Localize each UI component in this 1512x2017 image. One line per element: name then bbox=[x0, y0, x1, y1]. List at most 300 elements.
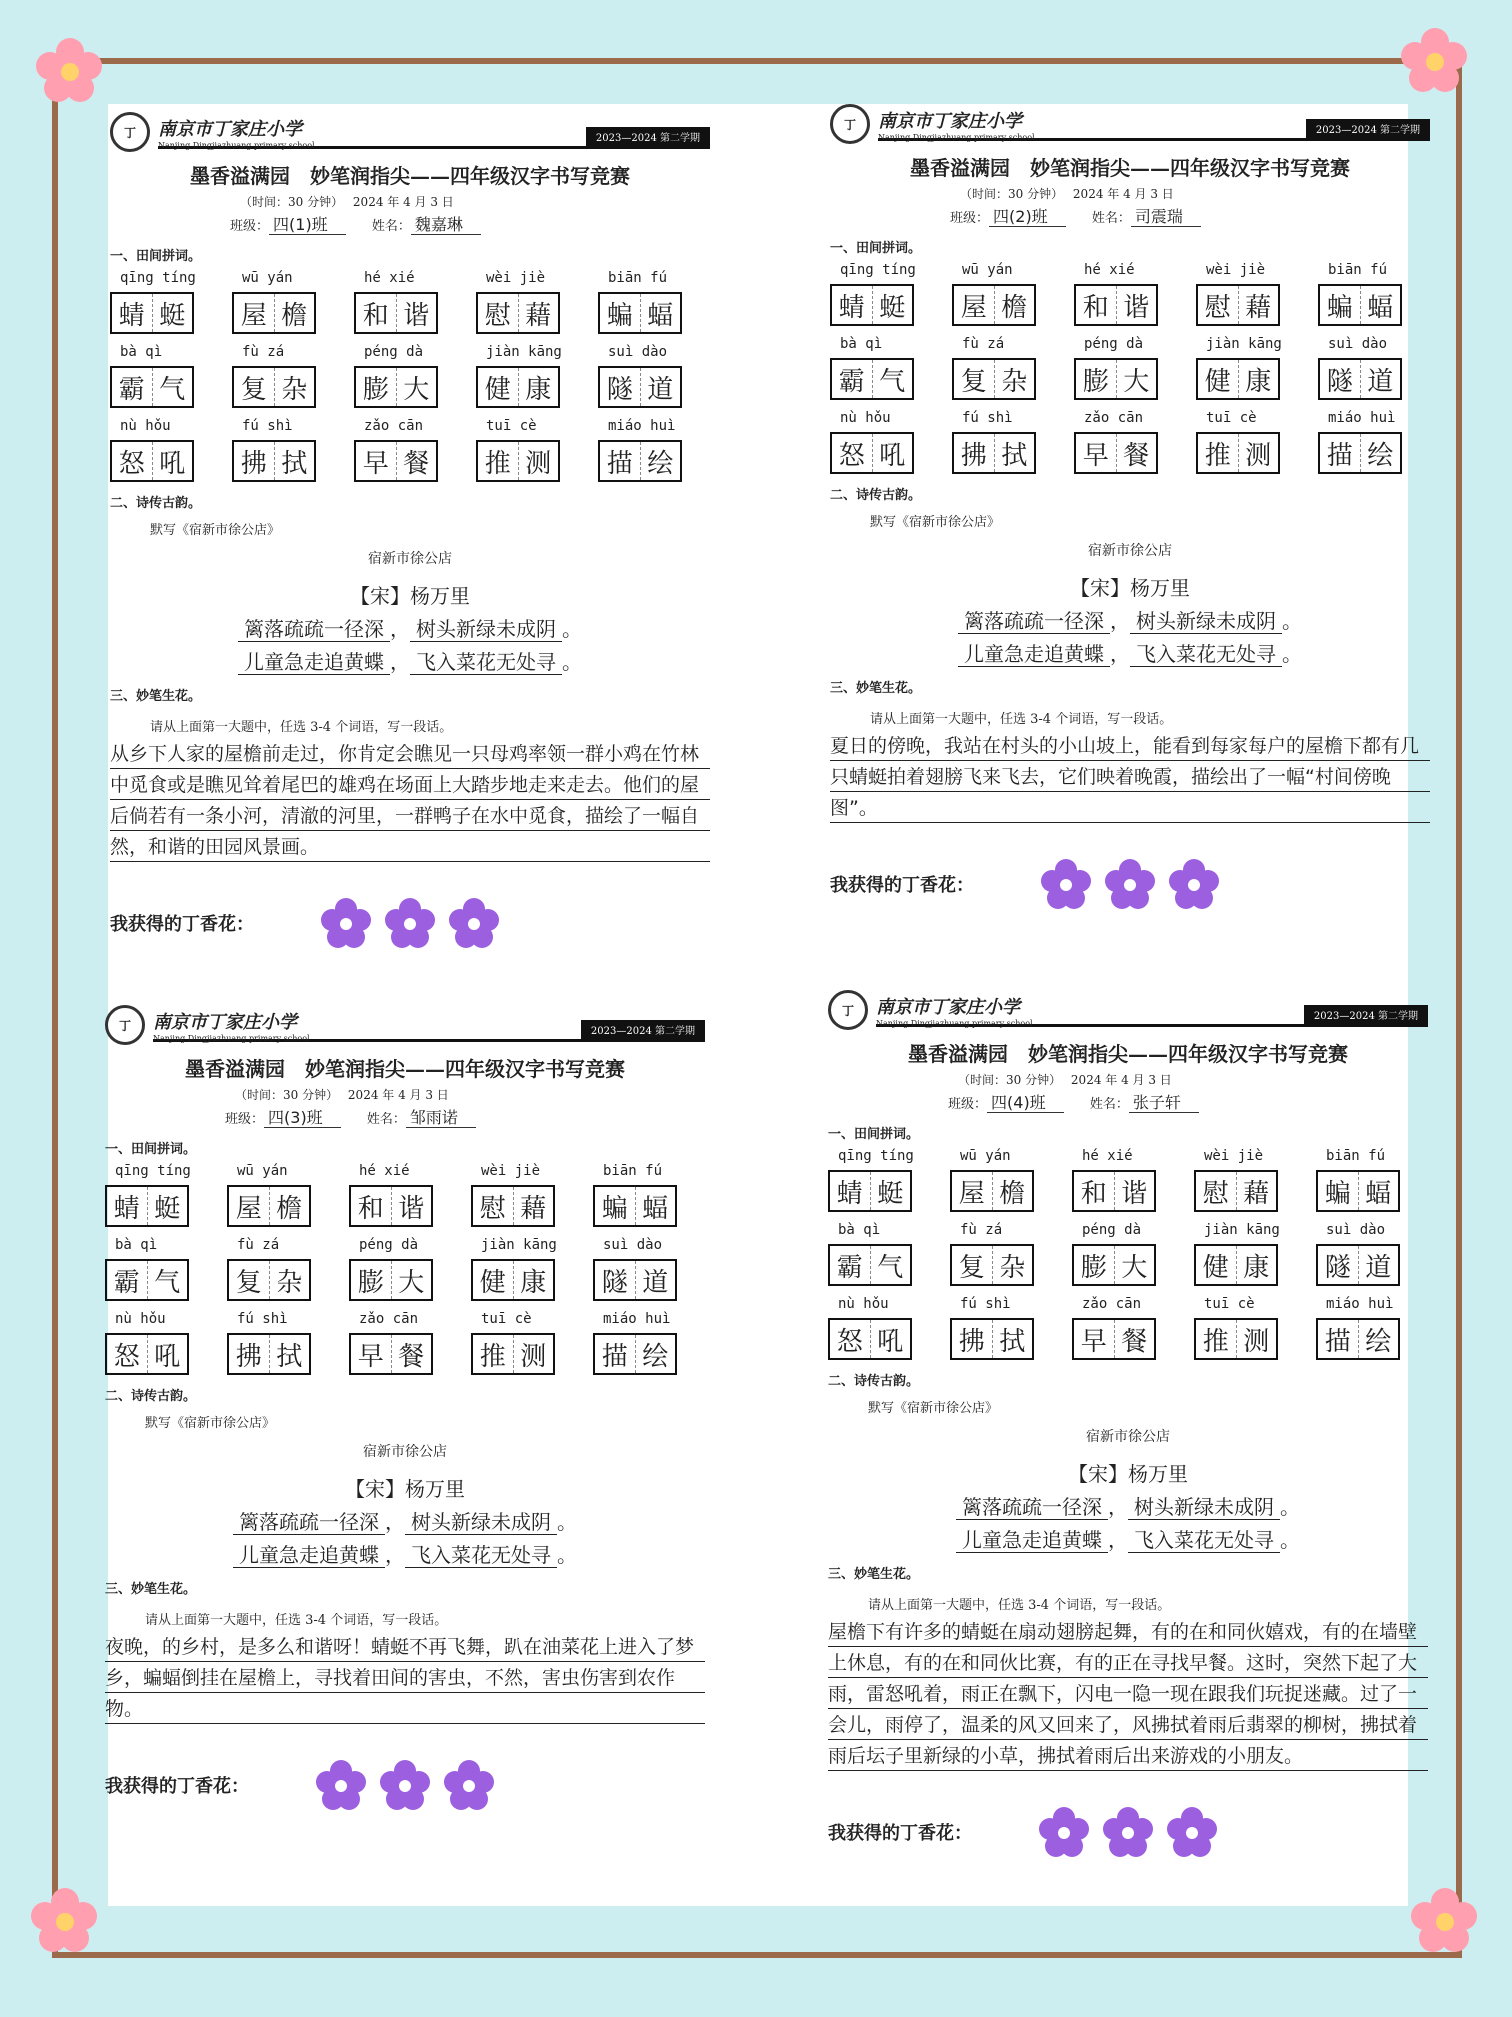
class-field: 四(1)班 bbox=[269, 215, 346, 235]
written-character: 康 bbox=[525, 374, 552, 405]
written-character: 蜻 bbox=[107, 1187, 148, 1225]
written-character: 屋 bbox=[229, 1187, 270, 1225]
written-character: 屋 bbox=[234, 294, 275, 332]
written-character: 吼 bbox=[877, 1326, 904, 1357]
written-character: 谐 bbox=[1123, 292, 1150, 323]
character-box bbox=[598, 366, 682, 408]
word-item bbox=[950, 1222, 1062, 1286]
word-item bbox=[1318, 336, 1430, 400]
pinyin-label: biān fú bbox=[1326, 1148, 1386, 1164]
character-box bbox=[1316, 1318, 1400, 1360]
written-character: 膨 bbox=[1076, 360, 1117, 398]
school-name-en: Nanjing Dingjiazhuang primary school bbox=[153, 1034, 310, 1043]
pinyin-label: wū yán bbox=[960, 1148, 1011, 1164]
character-box bbox=[1194, 1244, 1278, 1286]
school-name: 南京市丁家庄小学 bbox=[878, 111, 1022, 132]
word-item bbox=[227, 1163, 339, 1227]
flower-icon bbox=[25, 1880, 105, 1960]
word-item bbox=[110, 344, 222, 408]
character-box bbox=[1318, 284, 1402, 326]
pinyin-label: hé xié bbox=[1082, 1148, 1133, 1164]
written-character: 蝙 bbox=[595, 1187, 636, 1225]
written-character: 测 bbox=[520, 1341, 547, 1372]
written-character: 蝠 bbox=[1365, 1178, 1392, 1209]
written-character: 健 bbox=[478, 368, 519, 406]
class-field: 四(4)班 bbox=[987, 1093, 1064, 1113]
written-character: 大 bbox=[403, 374, 430, 405]
character-box bbox=[354, 292, 438, 334]
written-character: 康 bbox=[1243, 1252, 1270, 1283]
written-character: 道 bbox=[642, 1267, 669, 1298]
word-item bbox=[950, 1296, 1062, 1360]
class-field: 四(2)班 bbox=[989, 207, 1066, 227]
word-item bbox=[476, 270, 588, 334]
student-info bbox=[828, 1090, 1428, 1113]
character-box bbox=[593, 1185, 677, 1227]
word-grid bbox=[105, 1163, 705, 1375]
name-label: 姓名： bbox=[366, 1112, 406, 1127]
written-character: 蝙 bbox=[600, 294, 641, 332]
written-character: 杂 bbox=[281, 374, 308, 405]
section-heading: 二、诗传古韵。 bbox=[105, 1389, 197, 1404]
written-character: 测 bbox=[1245, 440, 1272, 471]
character-box bbox=[110, 292, 194, 334]
name-label: 姓名： bbox=[371, 219, 411, 234]
pinyin-label: tuī cè bbox=[486, 418, 537, 434]
word-grid bbox=[110, 270, 710, 482]
written-character: 测 bbox=[525, 448, 552, 479]
contest-title: 墨香溢满园 妙笔润指尖——四年级汉字书写竞赛 bbox=[910, 156, 1350, 180]
pinyin-label: qīng tíng bbox=[838, 1148, 914, 1164]
written-character: 蜻 bbox=[112, 294, 153, 332]
poem-author: 【宋】杨万里 bbox=[345, 1477, 465, 1501]
written-character: 餐 bbox=[1121, 1326, 1148, 1357]
poem-title: 宿新市徐公店 bbox=[368, 551, 452, 567]
pinyin-label: wū yán bbox=[242, 270, 293, 286]
pinyin-label: fú shì bbox=[960, 1296, 1011, 1312]
lilac-ribbon bbox=[309, 1759, 501, 1811]
character-box bbox=[349, 1259, 433, 1301]
student-info bbox=[110, 212, 710, 235]
lilac-flower-icon bbox=[1166, 1806, 1218, 1858]
word-item bbox=[598, 418, 710, 482]
word-item bbox=[828, 1148, 940, 1212]
character-box bbox=[1318, 358, 1402, 400]
character-box bbox=[828, 1244, 912, 1286]
poem-author: 【宋】杨万里 bbox=[350, 584, 470, 608]
character-box bbox=[828, 1318, 912, 1360]
written-character: 推 bbox=[1196, 1320, 1237, 1358]
pinyin-label: wèi jiè bbox=[1206, 262, 1266, 278]
written-character: 复 bbox=[954, 360, 995, 398]
poem-line: 篱落疏疏一径深 ， 树头新绿未成阴 。 bbox=[828, 1491, 1428, 1520]
written-character: 蜓 bbox=[879, 292, 906, 323]
lilac-flower-icon bbox=[315, 1759, 367, 1811]
contest-title: 墨香溢满园 妙笔润指尖——四年级汉字书写竞赛 bbox=[185, 1057, 625, 1081]
pinyin-label: tuī cè bbox=[1204, 1296, 1255, 1312]
pinyin-label: fù zá bbox=[237, 1237, 280, 1253]
pinyin-label: wū yán bbox=[237, 1163, 288, 1179]
reward-row bbox=[828, 1806, 1428, 1858]
word-item bbox=[950, 1148, 1062, 1212]
section-heading: 三、妙笔生花。 bbox=[830, 681, 922, 696]
written-character: 健 bbox=[473, 1261, 514, 1299]
pinyin-label: bà qì bbox=[840, 336, 883, 352]
character-box bbox=[593, 1259, 677, 1301]
pinyin-label: biān fú bbox=[608, 270, 668, 286]
written-character: 藉 bbox=[1243, 1178, 1270, 1209]
poem-prompt: 默写《宿新市徐公店》 bbox=[870, 515, 1001, 530]
character-box bbox=[227, 1259, 311, 1301]
poem-line: 儿童急走追黄蝶 ， 飞入菜花无处寻 。 bbox=[830, 638, 1430, 667]
written-character: 和 bbox=[1076, 286, 1117, 324]
reward-label: 我获得的丁香花： bbox=[110, 914, 254, 935]
written-character: 描 bbox=[1318, 1320, 1359, 1358]
reward-row bbox=[830, 858, 1430, 910]
written-character: 气 bbox=[154, 1267, 181, 1298]
word-item bbox=[952, 262, 1064, 326]
word-item bbox=[1194, 1296, 1306, 1360]
character-box bbox=[952, 358, 1036, 400]
character-box bbox=[1074, 432, 1158, 474]
written-character: 屋 bbox=[952, 1172, 993, 1210]
character-box bbox=[830, 358, 914, 400]
exam-meta bbox=[105, 1086, 705, 1103]
word-grid bbox=[830, 262, 1430, 474]
written-character: 健 bbox=[1196, 1246, 1237, 1284]
pinyin-label: wū yán bbox=[962, 262, 1013, 278]
poem-text: 飞入菜花无处寻 bbox=[1128, 1528, 1280, 1553]
school-name-en: Nanjing Dingjiazhuang primary school bbox=[158, 141, 315, 150]
character-box bbox=[105, 1333, 189, 1375]
written-character: 拭 bbox=[281, 448, 308, 479]
character-box bbox=[1072, 1244, 1156, 1286]
character-box bbox=[232, 366, 316, 408]
written-character: 和 bbox=[351, 1187, 392, 1225]
name-field: 张子轩 bbox=[1129, 1093, 1199, 1113]
pinyin-label: fù zá bbox=[242, 344, 285, 360]
character-box bbox=[1074, 358, 1158, 400]
pinyin-label: biān fú bbox=[603, 1163, 663, 1179]
character-box bbox=[952, 432, 1036, 474]
name-field: 邹雨诺 bbox=[406, 1108, 476, 1128]
written-character: 隧 bbox=[595, 1261, 636, 1299]
written-character: 蜓 bbox=[877, 1178, 904, 1209]
character-box bbox=[105, 1185, 189, 1227]
written-character: 膨 bbox=[356, 368, 397, 406]
poem-author: 【宋】杨万里 bbox=[1070, 576, 1190, 600]
word-item bbox=[110, 270, 222, 334]
worksheet bbox=[110, 112, 710, 949]
word-item bbox=[227, 1237, 339, 1301]
word-item bbox=[349, 1311, 461, 1375]
word-item bbox=[1194, 1222, 1306, 1286]
pinyin-label: jiàn kāng bbox=[486, 344, 562, 360]
word-item bbox=[471, 1237, 583, 1301]
poem-prompt: 默写《宿新市徐公店》 bbox=[145, 1416, 276, 1431]
term-badge: 2023—2024 第二学期 bbox=[586, 127, 710, 146]
written-character: 慰 bbox=[473, 1187, 514, 1225]
word-item bbox=[828, 1222, 940, 1286]
worksheet bbox=[830, 104, 1430, 910]
section-heading: 三、妙笔生花。 bbox=[110, 689, 202, 704]
written-character: 绘 bbox=[647, 448, 674, 479]
character-box bbox=[1318, 432, 1402, 474]
written-character: 慰 bbox=[478, 294, 519, 332]
written-character: 大 bbox=[1123, 366, 1150, 397]
pinyin-label: nù hǒu bbox=[120, 418, 171, 434]
name-label: 姓名： bbox=[1091, 211, 1131, 226]
poem-text: 篱落疏疏一径深 bbox=[958, 609, 1110, 634]
poem-text: 儿童急走追黄蝶 bbox=[958, 642, 1110, 667]
written-character: 谐 bbox=[398, 1193, 425, 1224]
flower-icon bbox=[1405, 1880, 1485, 1960]
class-label: 班级： bbox=[948, 1097, 988, 1112]
poem-line: 儿童急走追黄蝶 ， 飞入菜花无处寻 。 bbox=[105, 1539, 705, 1568]
time-limit: （时间：30 分钟） bbox=[960, 187, 1058, 201]
word-item bbox=[232, 344, 344, 408]
word-item bbox=[110, 418, 222, 482]
student-paragraph: 从乡下人家的屋檐前走过，你肯定会瞧见一只母鸡率领一群小鸡在竹林中觅食或是瞧见耸着尾巴的雄鸡在场面上大踏步地走来走去。他们的屋后倘若有一条小河，清澈的河里，一群鸭子在水中觅食，描绘了一幅自然，和谐的田园风景画。 bbox=[110, 739, 710, 867]
written-character: 绘 bbox=[1365, 1326, 1392, 1357]
word-item bbox=[593, 1237, 705, 1301]
character-box bbox=[227, 1333, 311, 1375]
written-character: 餐 bbox=[398, 1341, 425, 1372]
poem-text: 树头新绿未成阴 bbox=[1130, 609, 1282, 634]
lilac-flower-icon bbox=[1102, 1806, 1154, 1858]
term-badge: 2023—2024 第二学期 bbox=[581, 1020, 705, 1039]
character-box bbox=[1072, 1318, 1156, 1360]
character-box bbox=[830, 284, 914, 326]
character-box bbox=[593, 1333, 677, 1375]
pinyin-label: suì dào bbox=[603, 1237, 663, 1253]
written-character: 测 bbox=[1243, 1326, 1270, 1357]
written-character: 绘 bbox=[642, 1341, 669, 1372]
poem-title: 宿新市徐公店 bbox=[1086, 1429, 1170, 1445]
school-header bbox=[828, 990, 1428, 1030]
written-character: 吼 bbox=[154, 1341, 181, 1372]
pinyin-label: hé xié bbox=[364, 270, 415, 286]
poem-author: 【宋】杨万里 bbox=[1068, 1462, 1188, 1486]
lilac-flower-icon bbox=[379, 1759, 431, 1811]
pinyin-label: jiàn kāng bbox=[1204, 1222, 1280, 1238]
written-character: 怒 bbox=[830, 1320, 871, 1358]
written-character: 慰 bbox=[1198, 286, 1239, 324]
word-item bbox=[1196, 262, 1308, 326]
worksheet bbox=[105, 1005, 705, 1811]
written-character: 蜻 bbox=[832, 286, 873, 324]
written-character: 餐 bbox=[1123, 440, 1150, 471]
character-box bbox=[1194, 1170, 1278, 1212]
written-character: 杂 bbox=[1001, 366, 1028, 397]
word-item bbox=[1072, 1222, 1184, 1286]
poem-prompt: 默写《宿新市徐公店》 bbox=[150, 523, 281, 538]
pinyin-label: qīng tíng bbox=[120, 270, 196, 286]
word-item bbox=[354, 344, 466, 408]
school-seal-icon: 丁 bbox=[830, 104, 870, 144]
poem-line: 儿童急走追黄蝶 ， 飞入菜花无处寻 。 bbox=[110, 646, 710, 675]
written-character: 拭 bbox=[1001, 440, 1028, 471]
poem-text: 飞入菜花无处寻 bbox=[1130, 642, 1282, 667]
word-grid bbox=[828, 1148, 1428, 1360]
poem-line: 篱落疏疏一径深 ， 树头新绿未成阴 。 bbox=[830, 605, 1430, 634]
reward-label: 我获得的丁香花： bbox=[830, 875, 974, 896]
written-character: 蜻 bbox=[830, 1172, 871, 1210]
written-character: 檐 bbox=[276, 1193, 303, 1224]
time-limit: （时间：30 分钟） bbox=[958, 1073, 1056, 1087]
word-item bbox=[105, 1311, 217, 1375]
written-character: 拭 bbox=[276, 1341, 303, 1372]
written-character: 气 bbox=[159, 374, 186, 405]
character-box bbox=[354, 366, 438, 408]
written-character: 健 bbox=[1198, 360, 1239, 398]
word-item bbox=[105, 1237, 217, 1301]
reward-label: 我获得的丁香花： bbox=[828, 1823, 972, 1844]
written-character: 复 bbox=[234, 368, 275, 406]
pinyin-label: tuī cè bbox=[1206, 410, 1257, 426]
school-name-en: Nanjing Dingjiazhuang primary school bbox=[876, 1019, 1033, 1028]
written-character: 道 bbox=[1367, 366, 1394, 397]
lilac-ribbon bbox=[1032, 1806, 1224, 1858]
pinyin-label: miáo huì bbox=[1328, 410, 1396, 426]
character-box bbox=[830, 432, 914, 474]
word-item bbox=[1316, 1148, 1428, 1212]
word-item bbox=[593, 1311, 705, 1375]
pinyin-label: suì dào bbox=[1328, 336, 1388, 352]
word-item bbox=[471, 1163, 583, 1227]
pinyin-label: péng dà bbox=[1082, 1222, 1142, 1238]
word-item bbox=[105, 1163, 217, 1227]
poem-text: 树头新绿未成阴 bbox=[410, 617, 562, 642]
school-name: 南京市丁家庄小学 bbox=[153, 1012, 297, 1033]
character-box bbox=[1196, 432, 1280, 474]
lilac-flower-icon bbox=[320, 897, 372, 949]
school-header bbox=[110, 112, 710, 152]
written-character: 蝠 bbox=[642, 1193, 669, 1224]
word-item bbox=[471, 1311, 583, 1375]
poem-line: 儿童急走追黄蝶 ， 飞入菜花无处寻 。 bbox=[828, 1524, 1428, 1553]
pinyin-label: wèi jiè bbox=[486, 270, 546, 286]
written-character: 大 bbox=[1121, 1252, 1148, 1283]
written-character: 檐 bbox=[1001, 292, 1028, 323]
word-item bbox=[354, 418, 466, 482]
section-heading: 二、诗传古韵。 bbox=[830, 488, 922, 503]
written-character: 慰 bbox=[1196, 1172, 1237, 1210]
written-character: 吼 bbox=[159, 448, 186, 479]
poem-prompt: 默写《宿新市徐公店》 bbox=[868, 1401, 999, 1416]
character-box bbox=[950, 1318, 1034, 1360]
lilac-ribbon bbox=[314, 897, 506, 949]
pinyin-label: hé xié bbox=[1084, 262, 1135, 278]
lilac-flower-icon bbox=[1038, 1806, 1090, 1858]
class-label: 班级： bbox=[230, 219, 270, 234]
writing-prompt: 请从上面第一大题中，任选 3-4 个词语，写一段话。 bbox=[868, 1598, 1171, 1613]
written-character: 气 bbox=[879, 366, 906, 397]
section-heading: 一、田间拼词。 bbox=[110, 249, 202, 264]
written-character: 隧 bbox=[600, 368, 641, 406]
word-item bbox=[1072, 1296, 1184, 1360]
pinyin-label: tuī cè bbox=[481, 1311, 532, 1327]
character-box bbox=[232, 292, 316, 334]
written-character: 和 bbox=[356, 294, 397, 332]
written-character: 藉 bbox=[1245, 292, 1272, 323]
written-character: 拭 bbox=[999, 1326, 1026, 1357]
word-item bbox=[232, 270, 344, 334]
character-box bbox=[471, 1259, 555, 1301]
pinyin-label: bà qì bbox=[115, 1237, 158, 1253]
section-heading: 三、妙笔生花。 bbox=[828, 1567, 920, 1582]
character-box bbox=[1074, 284, 1158, 326]
pinyin-label: nù hǒu bbox=[838, 1296, 889, 1312]
pinyin-label: zǎo cān bbox=[359, 1311, 419, 1327]
character-box bbox=[471, 1185, 555, 1227]
written-character: 拂 bbox=[229, 1335, 270, 1373]
name-field: 司震瑞 bbox=[1131, 207, 1201, 227]
contest-title: 墨香溢满园 妙笔润指尖——四年级汉字书写竞赛 bbox=[190, 164, 630, 188]
written-character: 屋 bbox=[954, 286, 995, 324]
class-field: 四(3)班 bbox=[264, 1108, 341, 1128]
section-heading: 一、田间拼词。 bbox=[105, 1142, 197, 1157]
pinyin-label: miáo huì bbox=[603, 1311, 671, 1327]
written-character: 藉 bbox=[525, 300, 552, 331]
worksheet bbox=[828, 990, 1428, 1858]
word-item bbox=[952, 336, 1064, 400]
pinyin-label: fú shì bbox=[242, 418, 293, 434]
poem-text: 篱落疏疏一径深 bbox=[233, 1510, 385, 1535]
section-heading: 二、诗传古韵。 bbox=[110, 496, 202, 511]
reward-label: 我获得的丁香花： bbox=[105, 1776, 249, 1797]
word-item bbox=[1196, 410, 1308, 474]
lilac-flower-icon bbox=[1168, 858, 1220, 910]
reward-row bbox=[105, 1759, 705, 1811]
written-character: 推 bbox=[473, 1335, 514, 1373]
lilac-ribbon bbox=[1034, 858, 1226, 910]
written-character: 膨 bbox=[351, 1261, 392, 1299]
character-box bbox=[349, 1333, 433, 1375]
exam-date: 2024 年 4 月 3 日 bbox=[352, 195, 454, 209]
written-character: 蝙 bbox=[1318, 1172, 1359, 1210]
written-character: 复 bbox=[952, 1246, 993, 1284]
word-item bbox=[952, 410, 1064, 474]
written-character: 吼 bbox=[879, 440, 906, 471]
character-box bbox=[1194, 1318, 1278, 1360]
pinyin-label: fù zá bbox=[960, 1222, 1003, 1238]
student-paragraph: 夏日的傍晚，我站在村头的小山坡上，能看到每家每户的屋檐下都有几只蜻蜓拍着翅膀飞来飞去，它们映着晚霞，描绘出了一幅“村间傍晚图”。 bbox=[830, 731, 1430, 828]
pinyin-label: suì dào bbox=[608, 344, 668, 360]
name-label: 姓名： bbox=[1089, 1097, 1129, 1112]
lilac-flower-icon bbox=[443, 1759, 495, 1811]
pinyin-label: fú shì bbox=[237, 1311, 288, 1327]
school-header bbox=[830, 104, 1430, 144]
word-item bbox=[349, 1163, 461, 1227]
word-item bbox=[476, 418, 588, 482]
written-character: 蝠 bbox=[647, 300, 674, 331]
written-character: 藉 bbox=[520, 1193, 547, 1224]
written-character: 道 bbox=[1365, 1252, 1392, 1283]
school-name-en: Nanjing Dingjiazhuang primary school bbox=[878, 133, 1035, 142]
word-item bbox=[598, 344, 710, 408]
flower-icon bbox=[30, 30, 110, 110]
student-info bbox=[105, 1105, 705, 1128]
word-item bbox=[476, 344, 588, 408]
pinyin-label: miáo huì bbox=[608, 418, 676, 434]
term-badge: 2023—2024 第二学期 bbox=[1306, 119, 1430, 138]
written-character: 蜓 bbox=[154, 1193, 181, 1224]
character-box bbox=[1316, 1170, 1400, 1212]
poem-text: 儿童急走追黄蝶 bbox=[233, 1543, 385, 1568]
written-character: 复 bbox=[229, 1261, 270, 1299]
character-box bbox=[476, 292, 560, 334]
